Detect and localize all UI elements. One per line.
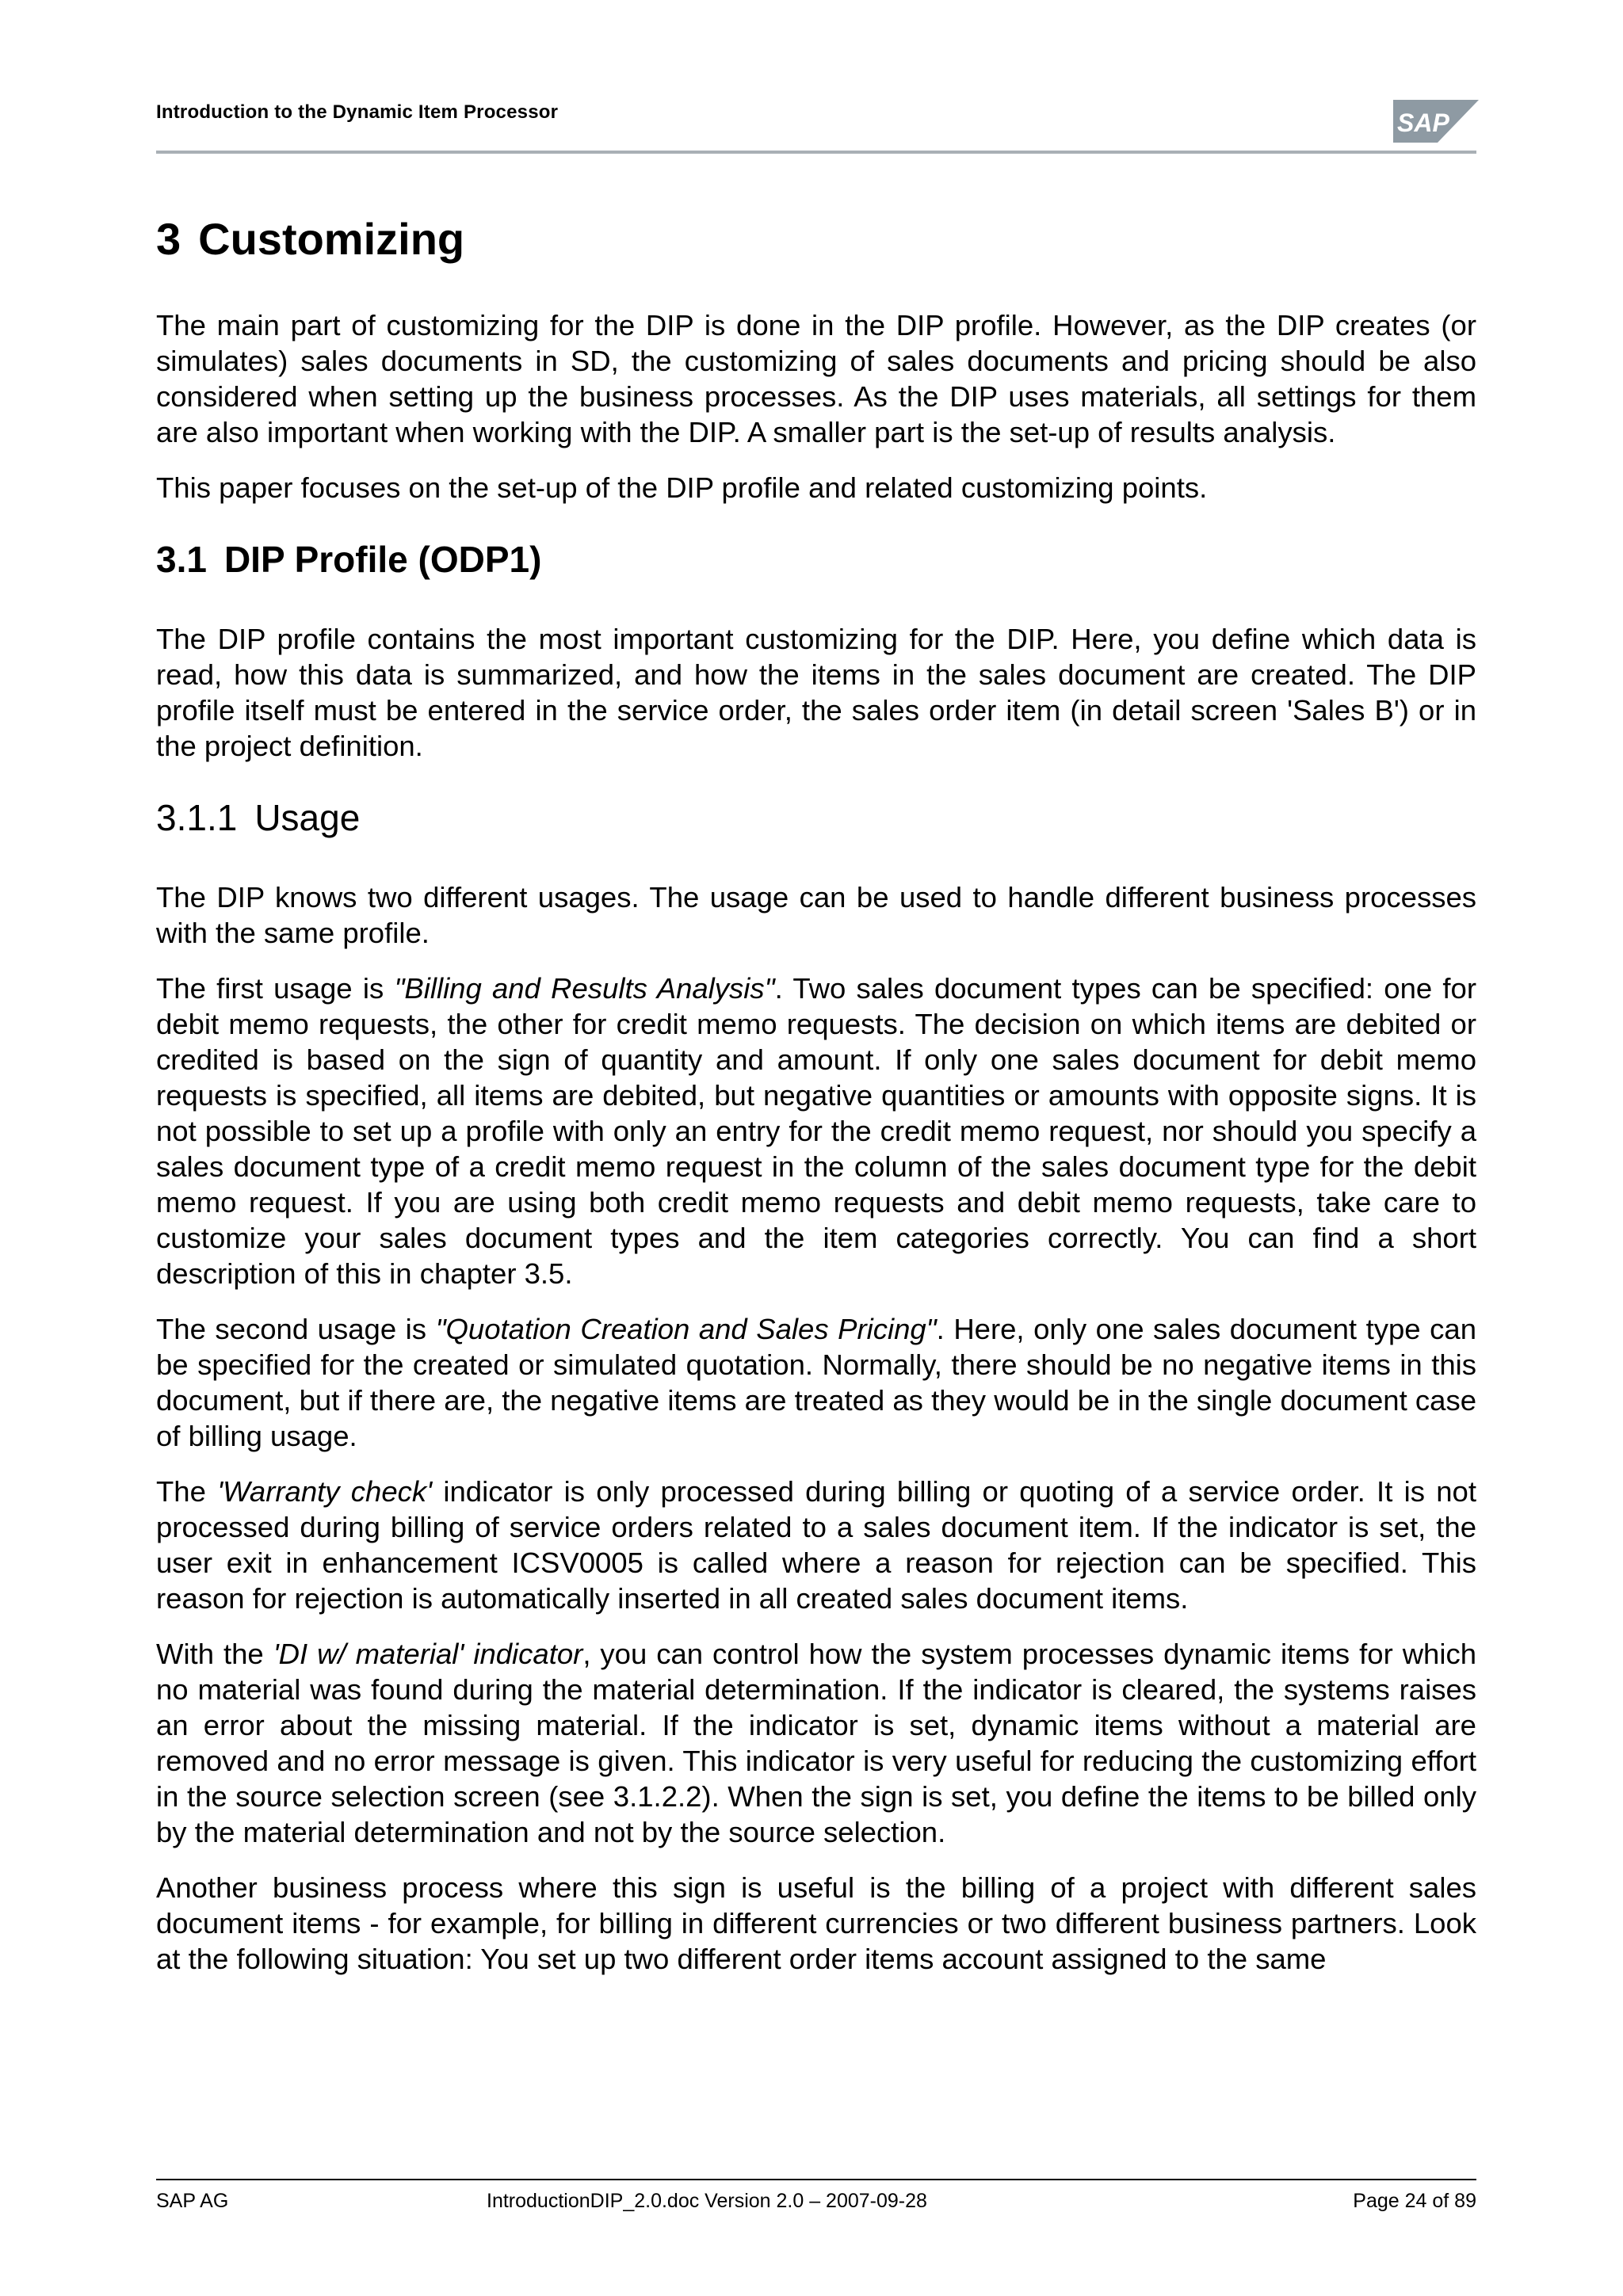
usage-paragraph-6: Another business process where this sign is useful is the billing of a project with different sales document items - for example, for billing in different currencies or two different business partners. Look at the following situation: You set up two different order items account assigned to the same: [156, 1871, 1476, 1975]
footer-document-info: IntroductionDIP_2.0.doc Version 2.0 – 2007-09-28: [487, 2190, 927, 2212]
emphasis-di-material: 'DI w/ material' indicator: [273, 1638, 583, 1670]
usage-paragraph-2: The first usage is "Billing and Results Analysis". Two sales document types can be specified: one for debit memo requests, the other for credit memo requests. The decision on which items are debited or credited is based on the sign of quantity and amount. If only one sales document for debit memo requests is specified, all items are debited, but negative quantities or amounts with opposite signs. It is not possible to set up a profile with only an entry for the credit memo request, nor should you specify a sales document type of a credit memo request in the column of the sales document type for the debit memo request. If you are using both credit memo requests and debit memo requests, take care to customize your sales document types and the item categories correctly. You can find a short description of this in chapter 3.5.: [156, 972, 1477, 1290]
chapter-number: 3: [156, 214, 181, 264]
subsection-title: Usage: [254, 797, 361, 838]
usage-paragraph-1: The DIP knows two different usages. The usage can be used to handle different business processes with the same profile.: [156, 881, 1476, 949]
emphasis-quotation: "Quotation Creation and Sales Pricing": [435, 1313, 937, 1345]
usage-paragraph-5: With the 'DI w/ material' indicator, you can control how the system processes dynamic items for which no material was found during the material determination. If the indicator is cleared, the systems raises an error about the missing material. If the indicator is set, dynamic items without a material are removed and no error message is given. This indicator is very useful for reducing the customizing effort in the source selection screen (see 3.1.2.2). When the sign is set, you define the items to be billed only by the material determination and not by the source selection.: [156, 1638, 1477, 1848]
chapter-intro-paragraph-1: The main part of customizing for the DIP is done in the DIP profile. However, as the DIP creates (or simulates) sales documents in SD, the customizing of sales documents and pricing should be also considered when setting up the business processes. As the DIP uses materials, all settings for them are also important when working with the DIP. A smaller part is the set-up of results analysis.: [156, 309, 1476, 448]
emphasis-warranty-check: 'Warranty check': [217, 1475, 433, 1508]
section-3-1-paragraph: The DIP profile contains the most important customizing for the DIP. Here, you define which data is read, how this data is summarized, and how the items in the sales document are created. The DIP profile itself must be entered in the service order, the sales order item (in detail screen 'Sales B') or in the project definition.: [156, 623, 1476, 762]
sap-logo: [1393, 100, 1479, 143]
section-heading-3-1: [156, 534, 1476, 585]
section-number: 3.1: [156, 539, 207, 580]
subsection-heading-3-1-1: [156, 792, 1476, 843]
usage-paragraph-4: The 'Warranty check' indicator is only processed during billing or quoting of a service order. It is not processed during billing of service orders related to a sales document item. If the indicator is set, the user exit in enhancement ICSV0005 is called where a reason for rejection can be specified. This reason for rejection is automatically inserted in all created sales document items.: [156, 1475, 1476, 1615]
footer-page-number: Page 24 of 89: [1353, 2190, 1476, 2212]
page-content: [156, 208, 1476, 1977]
sap-logo-text: SAP: [1397, 109, 1449, 137]
usage-paragraph-3: The second usage is "Quotation Creation and Sales Pricing". Here, only one sales document type can be specified for the created or simulated quotation. Normally, there should be no negative items in this document, but if there are, the negative items are treated as they would be in the single document case of billing usage.: [156, 1313, 1476, 1452]
chapter-heading: [156, 208, 1476, 271]
footer-company: SAP AG: [156, 2190, 229, 2212]
emphasis-billing-ra: "Billing and Results Analysis": [394, 972, 775, 1005]
subsection-number: 3.1.1: [156, 797, 238, 838]
footer-rule: [156, 2179, 1476, 2180]
chapter-title: Customizing: [198, 214, 465, 264]
running-header-title: Introduction to the Dynamic Item Processor: [156, 101, 559, 123]
section-title: DIP Profile (ODP1): [223, 539, 542, 580]
chapter-intro-paragraph-2: This paper focuses on the set-up of the DIP profile and related customizing points.: [156, 471, 1208, 504]
header-rule: [156, 151, 1476, 154]
